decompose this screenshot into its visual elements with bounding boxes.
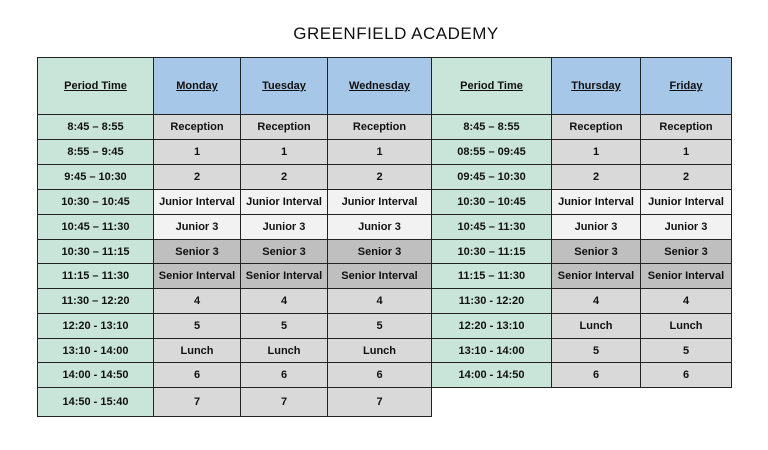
period-cell: Junior 3	[640, 214, 732, 240]
period-cell: 6	[153, 362, 241, 388]
page-title: GREENFIELD ACADEMY	[293, 24, 499, 43]
period-cell: 1	[640, 139, 732, 165]
period-cell: Senior 3	[640, 239, 732, 264]
period-time-cell: 10:30 – 10:45	[37, 189, 154, 215]
period-time-cell: 12:20 - 13:10	[431, 313, 552, 339]
thursday-header: Thursday	[551, 57, 641, 115]
period-cell: Senior 3	[153, 239, 241, 264]
period-cell: 7	[153, 387, 241, 417]
friday-header: Friday	[640, 57, 732, 115]
period-cell: 6	[551, 362, 641, 388]
period-cell: Lunch	[153, 338, 241, 363]
period-cell: 5	[640, 338, 732, 363]
period-cell: Lunch	[640, 313, 732, 339]
period-cell: 1	[327, 139, 432, 165]
period-cell: Junior 3	[551, 214, 641, 240]
period-cell: 6	[240, 362, 328, 388]
period-time-cell: 8:55 – 9:45	[37, 139, 154, 165]
period-cell: Junior Interval	[551, 189, 641, 215]
period-time-cell: 8:45 – 8:55	[431, 114, 552, 140]
period-time-cell: 10:30 – 11:15	[37, 239, 154, 264]
period-cell: Senior Interval	[551, 263, 641, 289]
period-time-header: Period Time	[431, 57, 552, 115]
period-cell: 2	[153, 164, 241, 190]
period-cell: 5	[240, 313, 328, 339]
period-time-cell: 10:45 – 11:30	[37, 214, 154, 240]
period-cell: Junior Interval	[240, 189, 328, 215]
period-cell: Junior 3	[153, 214, 241, 240]
period-cell: Reception	[327, 114, 432, 140]
period-cell: 4	[640, 288, 732, 314]
period-cell: 5	[327, 313, 432, 339]
period-cell: 4	[153, 288, 241, 314]
period-time-cell: 11:15 – 11:30	[37, 263, 154, 289]
period-time-cell: 11:30 - 12:20	[431, 288, 552, 314]
period-time-cell: 13:10 - 14:00	[37, 338, 154, 363]
period-time-header: Period Time	[37, 57, 154, 115]
period-time-cell: 11:30 – 12:20	[37, 288, 154, 314]
period-cell: 6	[640, 362, 732, 388]
period-time-cell: 14:00 - 14:50	[431, 362, 552, 388]
period-cell: 4	[551, 288, 641, 314]
period-cell: 5	[153, 313, 241, 339]
period-cell: Junior Interval	[640, 189, 732, 215]
period-cell: 2	[640, 164, 732, 190]
period-time-cell: 10:45 – 11:30	[431, 214, 552, 240]
period-cell: Senior Interval	[153, 263, 241, 289]
period-cell: 2	[551, 164, 641, 190]
period-cell: Junior 3	[240, 214, 328, 240]
period-cell: 4	[327, 288, 432, 314]
period-cell: Lunch	[327, 338, 432, 363]
period-cell: Senior Interval	[240, 263, 328, 289]
period-time-cell: 08:55 – 09:45	[431, 139, 552, 165]
period-cell: 1	[240, 139, 328, 165]
period-cell: Lunch	[240, 338, 328, 363]
period-cell: 2	[327, 164, 432, 190]
tuesday-header: Tuesday	[240, 57, 328, 115]
period-cell: 5	[551, 338, 641, 363]
period-cell: 7	[240, 387, 328, 417]
period-time-cell: 13:10 - 14:00	[431, 338, 552, 363]
period-cell: Reception	[240, 114, 328, 140]
period-cell: Junior 3	[327, 214, 432, 240]
period-cell: Senior 3	[551, 239, 641, 264]
wednesday-header: Wednesday	[327, 57, 432, 115]
period-cell: Reception	[153, 114, 241, 140]
timetable	[37, 57, 731, 416]
period-cell: Reception	[551, 114, 641, 140]
period-time-cell: 14:50 - 15:40	[37, 387, 154, 417]
period-cell: Lunch	[551, 313, 641, 339]
period-cell: Junior Interval	[153, 189, 241, 215]
monday-header: Monday	[153, 57, 241, 115]
period-cell: 7	[327, 387, 432, 417]
period-time-cell: 8:45 – 8:55	[37, 114, 154, 140]
period-time-cell: 10:30 – 10:45	[431, 189, 552, 215]
period-cell: Senior Interval	[327, 263, 432, 289]
period-cell: 6	[327, 362, 432, 388]
period-cell: 1	[153, 139, 241, 165]
period-cell: 2	[240, 164, 328, 190]
period-cell: Senior 3	[327, 239, 432, 264]
period-cell: Junior Interval	[327, 189, 432, 215]
period-time-cell: 9:45 – 10:30	[37, 164, 154, 190]
period-cell: 1	[551, 139, 641, 165]
period-time-cell: 11:15 – 11:30	[431, 263, 552, 289]
period-cell: Senior 3	[240, 239, 328, 264]
period-time-cell: 12:20 - 13:10	[37, 313, 154, 339]
period-cell: Senior Interval	[640, 263, 732, 289]
period-cell: 4	[240, 288, 328, 314]
period-time-cell: 10:30 – 11:15	[431, 239, 552, 264]
period-time-cell: 14:00 - 14:50	[37, 362, 154, 388]
period-cell: Reception	[640, 114, 732, 140]
period-time-cell: 09:45 – 10:30	[431, 164, 552, 190]
